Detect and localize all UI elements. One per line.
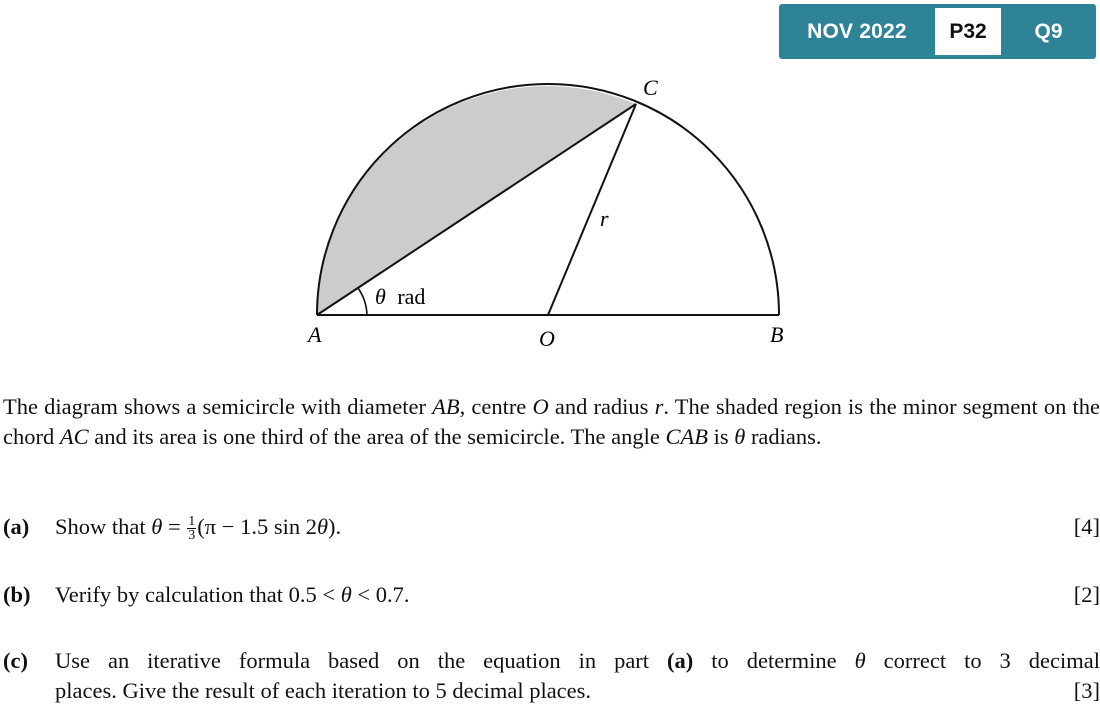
label-c: C	[643, 75, 658, 100]
stem-theta: θ	[734, 424, 746, 449]
part-c-text-2: to determine	[693, 648, 855, 673]
part-c-ref: (a)	[667, 648, 694, 673]
stem-o: O	[532, 394, 549, 419]
part-b-text-1: Verify by calculation that 0.5 <	[55, 582, 341, 607]
question-stem	[3, 392, 1100, 452]
label-a: A	[308, 322, 322, 347]
stem-text: radians.	[745, 424, 822, 449]
part-c-theta: θ	[854, 648, 866, 673]
part-c	[3, 646, 1100, 706]
stem-text: and its area is one third of the area of the semicircle. The angle	[88, 424, 666, 449]
fraction-numerator: 1	[188, 514, 196, 530]
angle-theta: θ	[375, 284, 386, 309]
part-b-text	[55, 580, 1062, 610]
part-a-theta: θ	[151, 514, 163, 539]
part-c-marks: [3]	[1073, 678, 1100, 703]
part-b	[3, 580, 1100, 610]
angle-label	[375, 284, 425, 309]
shaded-segment	[317, 86, 636, 315]
label-r: r	[600, 206, 609, 231]
paper-label: P32	[935, 8, 1001, 55]
part-a-label: (a)	[3, 514, 30, 539]
part-c-text-line2: places. Give the result of each iteration to 5 decimal places.	[55, 678, 592, 703]
part-a-text-3: (π − 1.5 sin 2	[197, 514, 317, 539]
part-b-theta: θ	[340, 582, 352, 607]
label-o: O	[539, 326, 555, 351]
part-a-equals: =	[162, 514, 187, 539]
part-c-text-3: correct to 3 decimal	[865, 648, 1100, 673]
part-a-text-1: Show that	[55, 514, 152, 539]
part-b-label: (b)	[3, 582, 31, 607]
label-b: B	[770, 322, 784, 347]
stem-cab: CAB	[665, 424, 708, 449]
question-number: Q9	[1034, 19, 1063, 43]
part-c-label: (c)	[3, 648, 28, 673]
stem-ac: AC	[59, 424, 89, 449]
stem-text: The diagram shows a semicircle with diameter	[3, 394, 433, 419]
session-label: NOV 2022	[807, 19, 907, 43]
stem-r: r	[654, 394, 664, 419]
stem-text: , centre	[459, 394, 533, 419]
part-a-theta-2: θ	[316, 514, 329, 539]
stem-text: and radius	[548, 394, 655, 419]
part-b-text-2: < 0.7.	[351, 582, 410, 607]
stem-text: is	[707, 424, 735, 449]
angle-arc	[358, 288, 367, 315]
part-c-text	[55, 646, 1100, 676]
part-a-text	[55, 512, 1062, 542]
stem-text: . The shaded region is the minor segment on the chord	[3, 394, 1100, 449]
fraction-denominator: 3	[188, 528, 196, 544]
part-b-marks: [2]	[1073, 582, 1100, 607]
one-third-fraction	[187, 515, 196, 542]
stem-ab: AB	[432, 394, 460, 419]
part-c-text-1: Use an iterative formula based on the equation in part	[55, 648, 668, 673]
part-a	[3, 512, 1100, 542]
part-a-text-4: ).	[328, 514, 342, 539]
angle-unit: rad	[397, 284, 426, 309]
part-a-marks: [4]	[1073, 514, 1100, 539]
